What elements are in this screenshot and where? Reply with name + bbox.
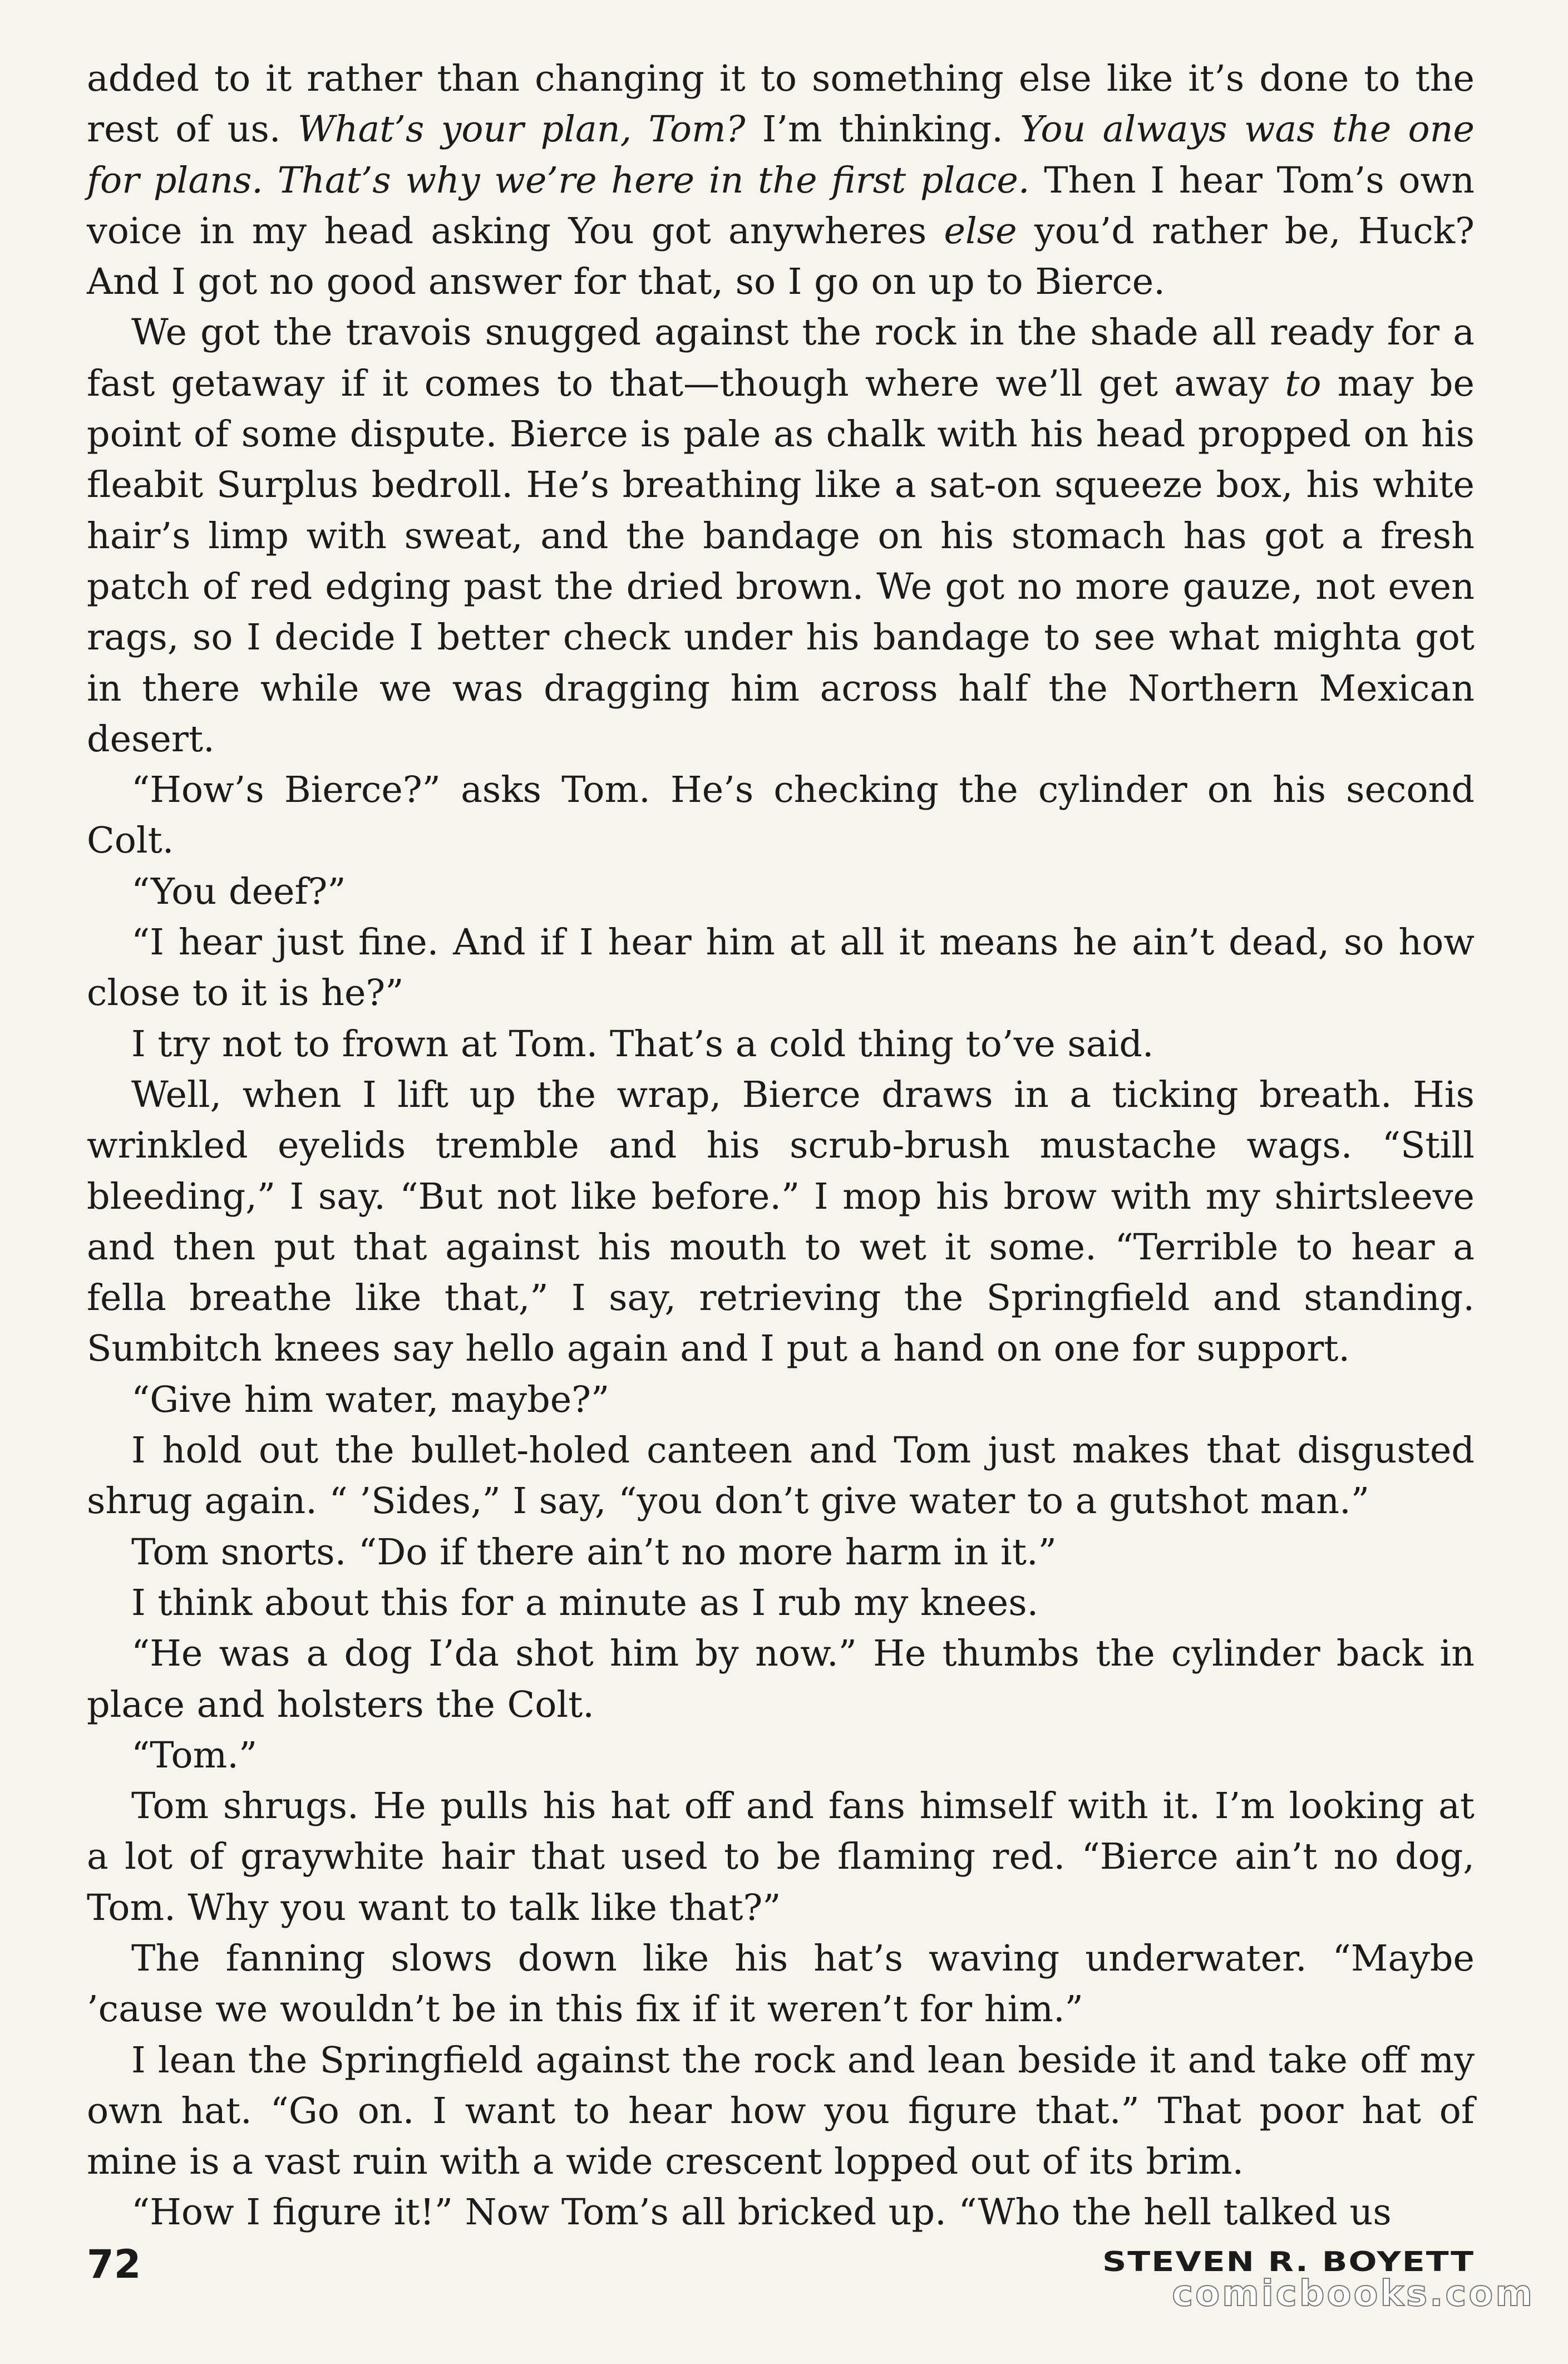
paragraph <box>87 53 1475 307</box>
paragraph <box>87 2035 1475 2188</box>
paragraph <box>87 1425 1475 1527</box>
paragraph <box>87 765 1475 866</box>
text-run: I hold out the bullet-holed canteen and Tom just makes that disgusted shrug again. “ ’Sides,” I say, “you don’t give water to a gutshot man.” <box>87 1430 1475 1523</box>
text-run: I’m thinking. <box>745 109 1020 151</box>
paragraph <box>87 1781 1475 1933</box>
text-run: “Tom.” <box>131 1734 258 1776</box>
paragraph <box>87 866 1475 917</box>
italic-text: else <box>944 210 1017 252</box>
running-footer-author: STEVEN R. BOYETT <box>1102 2246 1475 2278</box>
text-run: Tom shrugs. He pulls his hat off and fans himself with it. I’m looking at a lot of graywhite hair that used to be flaming red. “Bierce ain’t no dog, Tom. Why you want to talk like that?” <box>87 1785 1475 1929</box>
page-number: 72 <box>87 2242 141 2287</box>
italic-text: You always was the one for plans. That’s why we’re here in the first place. <box>87 109 1475 201</box>
paragraph <box>87 1730 1475 1781</box>
paragraph <box>87 1628 1475 1730</box>
page-body <box>87 53 1475 2238</box>
paragraph <box>87 917 1475 1019</box>
text-run: added to it rather than changing it to something else like it’s done to the rest of us. <box>87 58 1475 151</box>
text-run: “I hear just fine. And if I hear him at all it means he ain’t dead, so how close to it is he?” <box>87 922 1475 1014</box>
paragraph <box>87 307 1475 765</box>
text-run: may be point of some dispute. Bierce is pale as chalk with his head propped on his fleabit Surplus bedroll. He’s breathing like a sat-on squeeze box, his white hair’s limp with sweat, and the bandage on his stomach has got a fresh patch of red edging past the dried brown. We got no more gauze, not even rags, so I decide I better check under his bandage to see what mighta got in there while we was dragging him across half the Northern Mexican desert. <box>87 362 1475 760</box>
paragraph <box>87 2187 1475 2238</box>
paragraph <box>87 1933 1475 2035</box>
paragraph <box>87 1070 1475 1375</box>
text-run: We got the travois snugged against the rock in the shade all ready for a fast getaway if it comes to that—though where we’ll get away <box>87 312 1475 405</box>
italic-text: What’s your plan, Tom? <box>297 109 746 151</box>
text-run: “How I figure it!” Now Tom’s all bricked up. “Who the hell talked us <box>131 2191 1392 2234</box>
text-run: “How’s Bierce?” asks Tom. He’s checking the cylinder on his second Colt. <box>87 769 1475 862</box>
paragraph <box>87 1527 1475 1578</box>
paragraph <box>87 1578 1475 1628</box>
italic-text: to <box>1285 362 1322 405</box>
text-run: Tom snorts. “Do if there ain’t no more harm in it.” <box>131 1531 1057 1573</box>
text-run: Then I hear Tom’s own voice in my head asking You got anywheres <box>87 159 1475 252</box>
text-run: I try not to frown at Tom. That’s a cold thing to’ve said. <box>131 1023 1154 1065</box>
text-run: you’d rather be, Huck? And I got no good answer for that, so I go on up to Bierce. <box>87 210 1475 303</box>
text-run: I think about this for a minute as I rub my knees. <box>131 1582 1039 1624</box>
paragraph <box>87 1019 1475 1070</box>
text-run: Well, when I lift up the wrap, Bierce draws in a ticking breath. His wrinkled eyelids tremble and his scrub-brush mustache wags. “Still bleeding,” I say. “But not like before.” I mop his brow with my shirtsleeve and then put that against his mouth to wet it some. “Terrible to hear a fella breathe like that,” I say, retrieving the Springfield and standing. Sumbitch knees say hello again and I put a hand on one for support. <box>87 1073 1475 1370</box>
watermark: comicbooks.com <box>1172 2273 1535 2314</box>
text-run: “He was a dog I’da shot him by now.” He thumbs the cylinder back in place and holsters the Colt. <box>87 1633 1475 1726</box>
text-run: I lean the Springfield against the rock and lean beside it and take off my own hat. “Go on. I want to hear how you figure that.” That poor hat of mine is a vast ruin with a wide crescent lopped out of its brim. <box>87 2039 1475 2183</box>
paragraph <box>87 1375 1475 1425</box>
text-run: “Give him water, maybe?” <box>131 1378 610 1421</box>
text-run: The fanning slows down like his hat’s waving underwater. “Maybe ’cause we wouldn’t be in this fix if it weren’t for him.” <box>87 1937 1475 2031</box>
text-run: “You deef?” <box>131 870 346 913</box>
